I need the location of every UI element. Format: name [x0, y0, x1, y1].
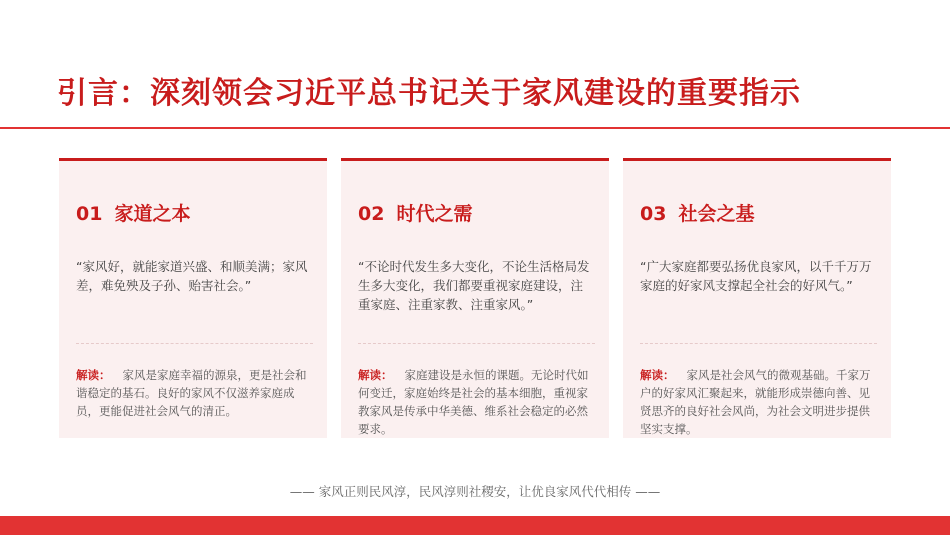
card-divider: [76, 343, 313, 344]
interpretation-label: 解读：: [640, 368, 675, 382]
card-number: 01: [76, 203, 103, 225]
card-era-need: [341, 158, 609, 438]
card-quote: “广大家庭都要弘扬优良家风，以千千万万家庭的好家风支撑起全社会的好风气。”: [640, 259, 872, 293]
interpretation-text: 家风是家庭幸福的源泉，更是社会和谐稳定的基石。良好的家风不仅滋养家庭成员，更能促进社会风气的清正。: [76, 368, 307, 418]
footer-motto: —— 家风正则民风淳，民风淳则社稷安，让优良家风代代相传 ——: [289, 484, 661, 499]
card-quote: “不论时代发生多大变化，不论生活格局发生多大变化，我们都要重视家庭建设，注重家庭、注重家教、注重家风。”: [358, 259, 590, 312]
interpretation-text: 家风是社会风气的微观基础。千家万户的好家风汇聚起来，就能形成崇德向善、见贤思齐的良好社会风尚，为社会文明进步提供坚实支撑。: [640, 368, 871, 436]
card-divider: [358, 343, 595, 344]
card-interpretation: [76, 366, 313, 420]
card-interpretation: [640, 366, 877, 438]
card-number: 03: [640, 203, 667, 225]
card-heading-text: 家道之本: [114, 203, 191, 225]
card-divider: [640, 343, 877, 344]
card-number: 02: [358, 203, 385, 225]
card-family-foundation: [59, 158, 327, 438]
title-divider: [0, 127, 950, 129]
page-title: 引言：深刻领会习近平总书记关于家风建设的重要指示: [57, 76, 801, 111]
card-heading: [640, 199, 754, 226]
card-heading: [76, 199, 190, 226]
card-heading: [358, 199, 472, 226]
interpretation-text: 家庭建设是永恒的课题。无论时代如何变迁，家庭始终是社会的基本细胞，重视家教家风是传承中华美德、维系社会稳定的必然要求。: [358, 368, 589, 436]
card-social-base: [623, 158, 891, 438]
card-quote: “家风好，就能家道兴盛、和顺美满；家风差，难免殃及子孙、贻害社会。”: [76, 259, 308, 293]
interpretation-label: 解读：: [76, 368, 111, 382]
interpretation-label: 解读：: [358, 368, 393, 382]
card-heading-text: 社会之基: [678, 203, 755, 225]
card-heading-text: 时代之需: [396, 203, 473, 225]
bottom-accent-bar: [0, 516, 950, 535]
card-interpretation: [358, 366, 595, 438]
